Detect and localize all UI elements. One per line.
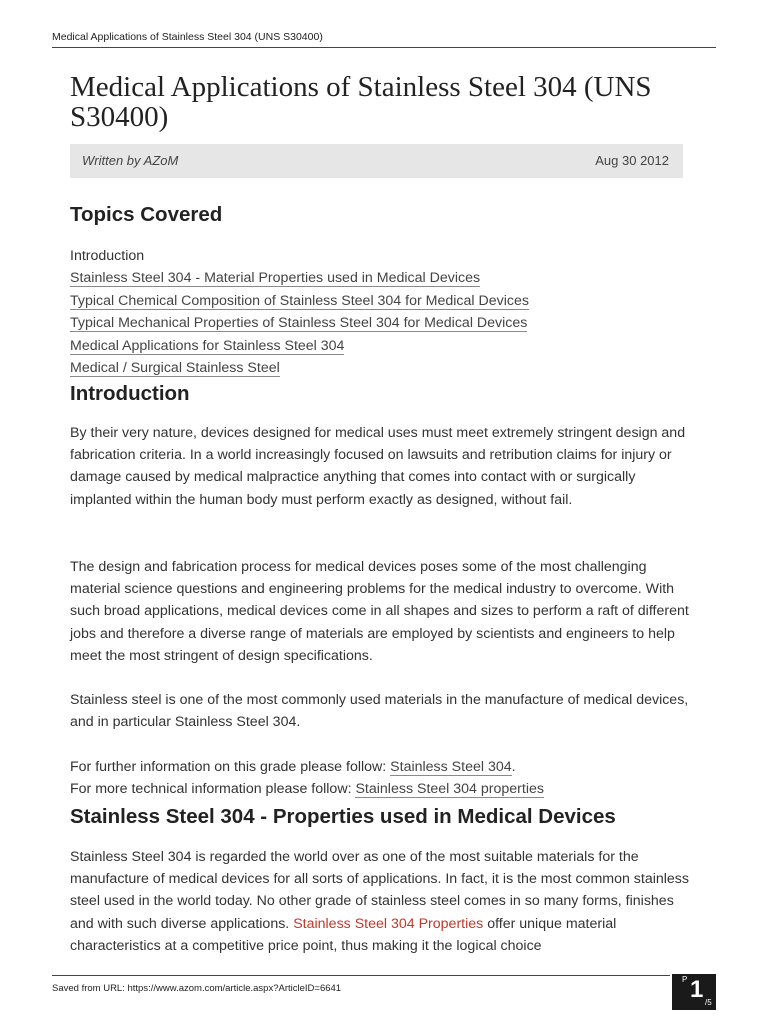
- topic-item: [70, 267, 529, 289]
- topic-link-medical-applications[interactable]: Medical Applications for Stainless Steel 304: [70, 337, 345, 354]
- topic-item: [70, 290, 529, 312]
- page-total: /5: [705, 998, 712, 1007]
- footer-divider: [52, 975, 670, 976]
- further-info-line: [70, 756, 690, 800]
- properties-heading: Stainless Steel 304 - Properties used in Medical Devices: [70, 805, 616, 828]
- page-indicator: [672, 974, 716, 1010]
- topic-item: [70, 357, 529, 379]
- topic-item: [70, 312, 529, 334]
- topic-item-introduction: Introduction: [70, 248, 145, 264]
- topic-link-mechanical-properties[interactable]: Typical Mechanical Properties of Stainless Steel 304 for Medical Devices: [70, 315, 528, 332]
- topic-link-material-properties[interactable]: Stainless Steel 304 - Material Properties used in Medical Devices: [70, 270, 481, 287]
- topics-list: [70, 245, 529, 379]
- further-info-prefix: For further information on this grade please follow:: [70, 759, 391, 775]
- topics-heading: Topics Covered: [70, 203, 223, 226]
- page-title: Medical Applications of Stainless Steel 304 (UNS S30400): [70, 71, 652, 133]
- stainless-steel-304-link[interactable]: Stainless Steel 304: [390, 759, 512, 775]
- properties-text-start: Stainless Steel 304 is regarded the world over as one of the most suitable materials for the manufacture of medical devices for all sorts of applications. In fact, it is the most common stainless steel used in the world today. No other grade of stainless steel comes in so many forms, finishes and with such diverse applications.: [70, 849, 689, 932]
- introduction-heading: Introduction: [70, 382, 190, 405]
- byline-author: Written by AZoM: [82, 153, 179, 168]
- page-number: 1: [690, 976, 704, 1003]
- running-header-title: Medical Applications of Stainless Steel 304 (UNS S30400): [52, 31, 323, 43]
- intro-paragraph-3: Stainless steel is one of the most commonly used materials in the manufacture of medical devices, and in particular Stainless Steel 304.: [70, 692, 689, 731]
- properties-paragraph-1: [70, 846, 690, 956]
- header-divider: [52, 47, 716, 48]
- technical-info-prefix: For more technical information please follow:: [70, 781, 356, 798]
- stainless-steel-304-properties-link[interactable]: Stainless Steel 304 properties: [355, 781, 544, 798]
- topic-link-surgical-steel[interactable]: Medical / Surgical Stainless Steel: [70, 359, 280, 376]
- page-prefix: P: [682, 975, 688, 984]
- saved-from-url: Saved from URL: https://www.azom.com/article.aspx?ArticleID=6641: [52, 983, 342, 994]
- properties-text-end: offer unique material characteristics at a competitive price point, thus making it the logical choice: [70, 915, 617, 954]
- further-info-suffix: .: [511, 759, 516, 775]
- topic-item: [70, 335, 529, 357]
- byline-date: Aug 30 2012: [595, 153, 669, 168]
- stainless-steel-304-properties-inline-link[interactable]: Stainless Steel 304 Properties: [293, 915, 484, 932]
- intro-paragraph-2: The design and fabrication process for medical devices poses some of the most challenging material science questions and engineering problems for the medical industry to overcome. With such broad applications, medical devices come in all shapes and sizes to perform a raft of different jobs and therefore a diverse range of materials are employed by scientists and engineers to help meet the most stringent of design specifications.: [70, 559, 689, 664]
- byline-bar: [70, 144, 683, 178]
- topic-link-chemical-composition[interactable]: Typical Chemical Composition of Stainless Steel 304 for Medical Devices: [70, 292, 529, 309]
- intro-paragraph-1: By their very nature, devices designed for medical uses must meet extremely stringent design and fabrication criteria. In a world increasingly focused on lawsuits and retribution claims for injury or damage caused by medical malpractice anything that comes into contact with or surgically implanted within the human body must perform exactly as designed, without fail.: [70, 425, 686, 508]
